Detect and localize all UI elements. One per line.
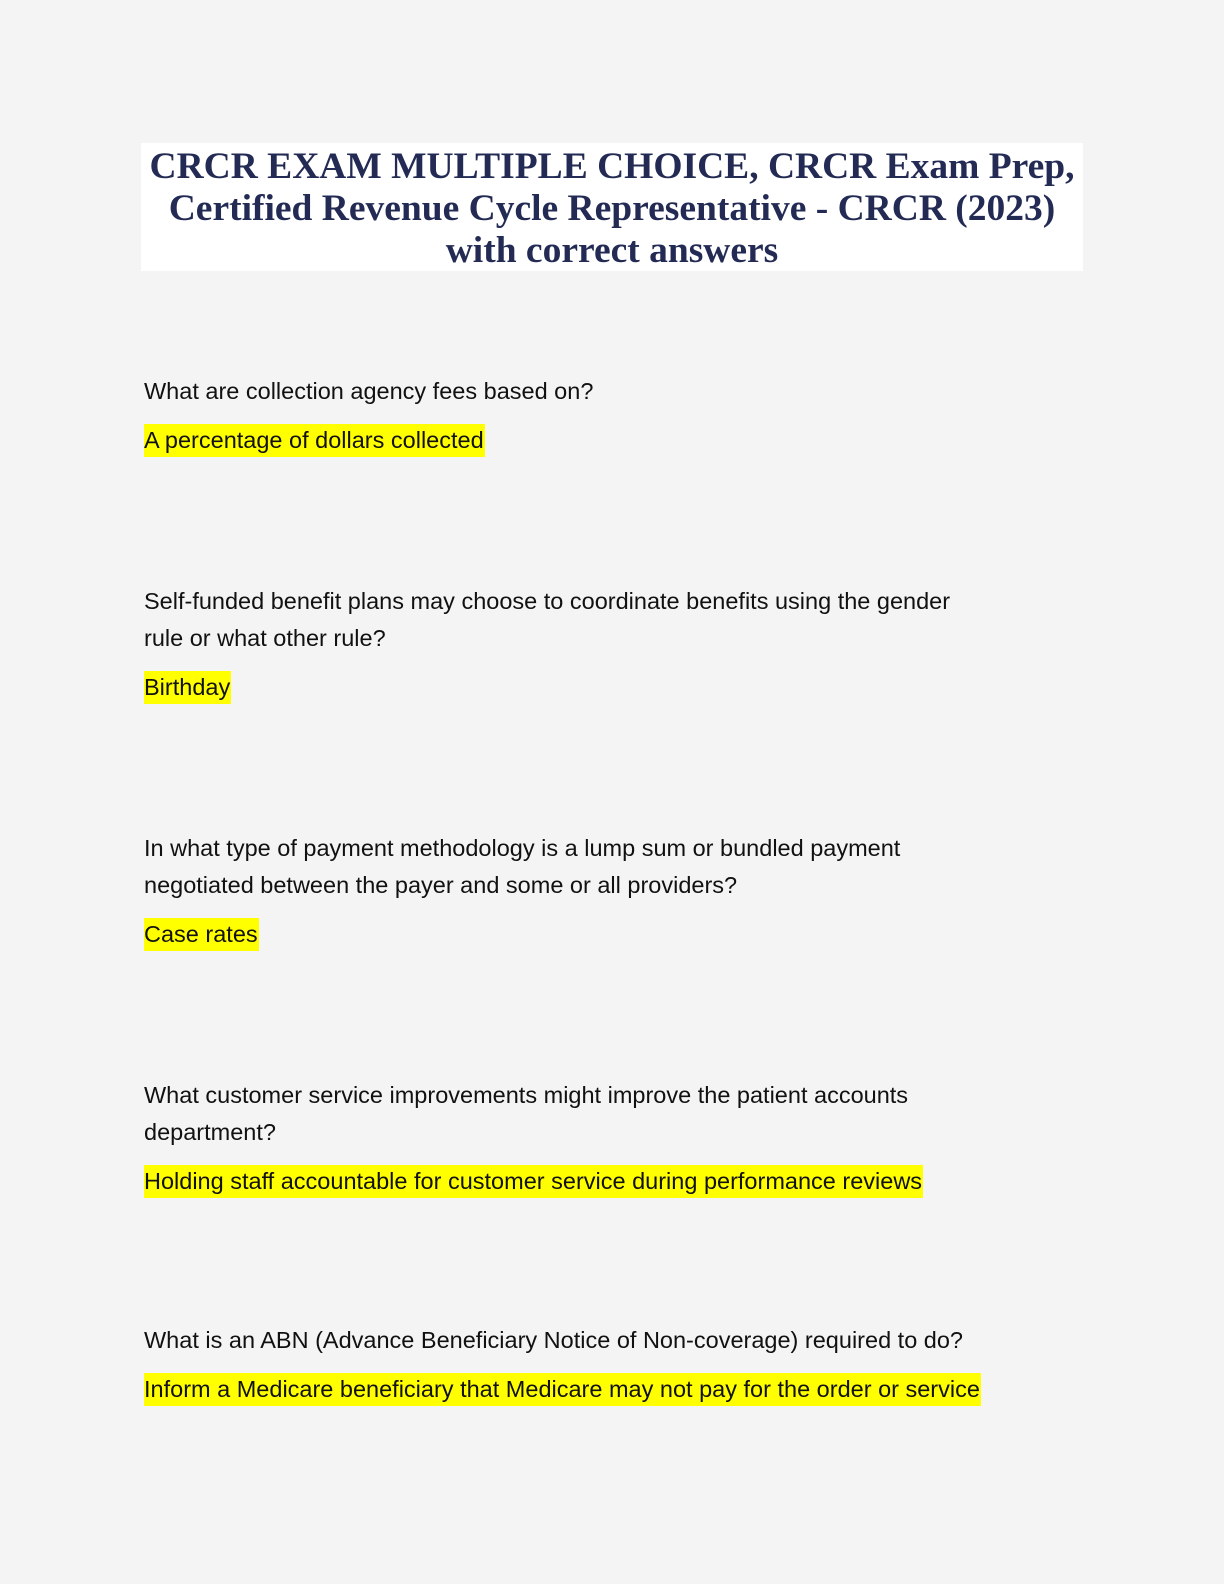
answer-highlight: Inform a Medicare beneficiary that Medicare may not pay for the order or service — [144, 1373, 981, 1406]
question-line: department? — [144, 1119, 276, 1145]
question-line: In what type of payment methodology is a lump sum or bundled payment — [144, 835, 901, 861]
qa-item-3 — [144, 830, 1084, 951]
title-line-2: Certified Revenue Cycle Representative - CRCR (2023) — [168, 188, 1056, 229]
question-text — [144, 373, 1084, 410]
title-line-3: with correct answers — [445, 230, 779, 271]
question-line: Self-funded benefit plans may choose to coordinate benefits using the gender — [144, 588, 951, 614]
title-line-1: CRCR EXAM MULTIPLE CHOICE, CRCR Exam Prep, — [149, 146, 1075, 187]
question-text — [144, 1322, 1084, 1359]
answer-highlight: A percentage of dollars collected — [144, 424, 485, 457]
answer-highlight: Holding staff accountable for customer service during performance reviews — [144, 1165, 923, 1198]
question-text — [144, 1077, 1084, 1151]
question-line: What customer service improvements might improve the patient accounts — [144, 1082, 909, 1108]
question-line: What is an ABN (Advance Beneficiary Notice of Non-coverage) required to do? — [144, 1327, 964, 1353]
qa-item-1 — [144, 373, 1084, 457]
qa-item-4 — [144, 1077, 1084, 1198]
qa-item-2 — [144, 583, 1084, 704]
question-line: rule or what other rule? — [144, 625, 386, 651]
answer-highlight: Case rates — [144, 918, 259, 951]
question-text — [144, 583, 1084, 657]
question-line: negotiated between the payer and some or all providers? — [144, 872, 738, 898]
document-title — [141, 143, 1083, 271]
qa-item-5 — [144, 1322, 1084, 1406]
question-text — [144, 830, 1084, 904]
answer-highlight: Birthday — [144, 671, 231, 704]
question-line: What are collection agency fees based on? — [144, 378, 594, 404]
